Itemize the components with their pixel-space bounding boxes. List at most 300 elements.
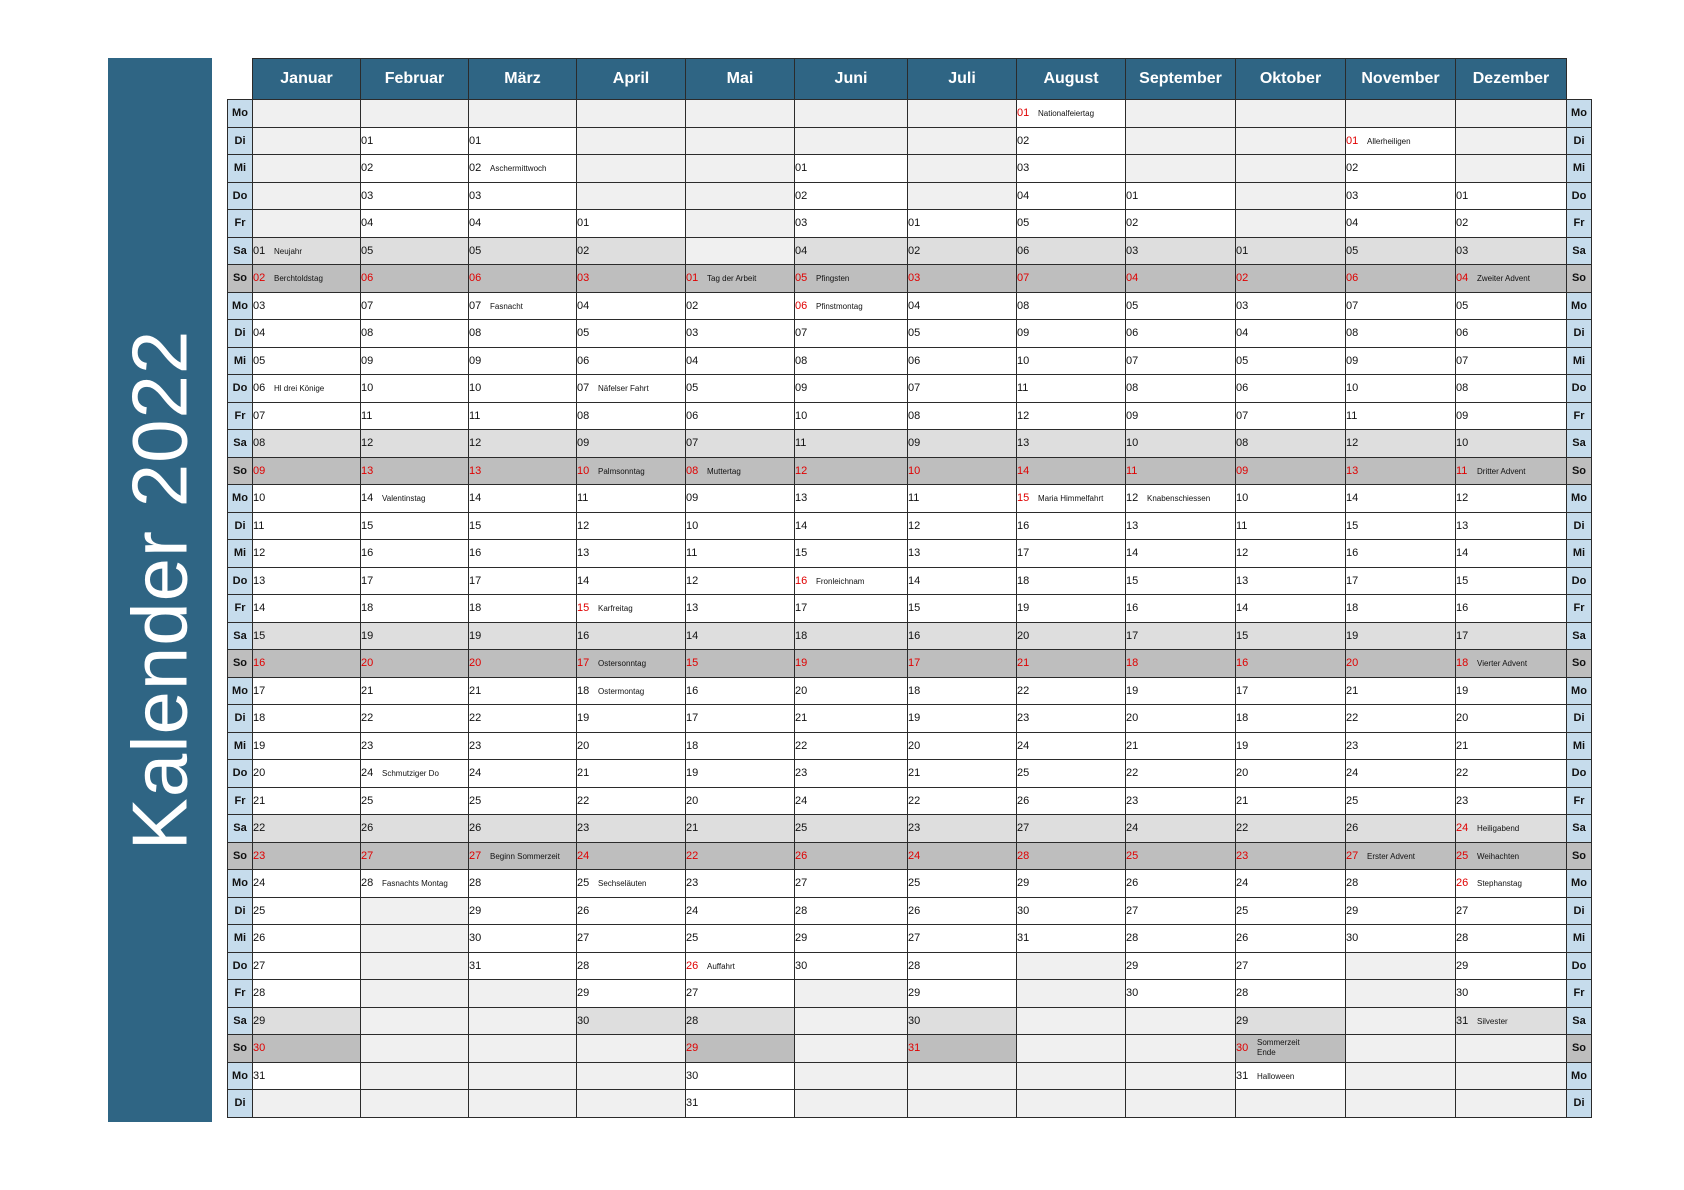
day-number: 13 — [469, 464, 482, 477]
day-cell — [1017, 540, 1126, 568]
day-cell — [1017, 512, 1126, 540]
day-cell — [686, 897, 795, 925]
holiday-label: Maria Himmelfahrt — [1038, 494, 1104, 504]
day-cell — [1346, 155, 1456, 183]
day-cell — [795, 650, 908, 678]
day-cell — [361, 375, 469, 403]
day-number: 01 — [469, 134, 482, 147]
day-number: 27 — [1236, 959, 1249, 972]
day-cell — [1017, 127, 1126, 155]
day-cell — [1456, 897, 1567, 925]
day-number: 17 — [361, 574, 374, 587]
day-number: 11 — [1346, 409, 1358, 422]
weekday-label-left: Fr — [228, 595, 253, 623]
day-cell — [577, 512, 686, 540]
holiday-label: Tag der Arbeit — [707, 274, 757, 284]
day-number: 15 — [361, 519, 374, 532]
day-number: 21 — [1346, 684, 1359, 697]
day-cell — [1017, 622, 1126, 650]
day-number: 11 — [908, 492, 920, 505]
empty-cell — [1346, 952, 1456, 980]
calendar-title: Kalender 2022 — [115, 329, 204, 851]
day-number: 03 — [577, 272, 590, 285]
day-cell — [577, 980, 686, 1008]
day-cell — [253, 457, 361, 485]
day-cell — [1346, 540, 1456, 568]
day-cell — [1456, 182, 1567, 210]
day-number: 31 — [253, 1069, 266, 1082]
weekday-label-right: Mo — [1567, 485, 1592, 513]
day-number: 17 — [1236, 684, 1249, 697]
day-cell — [1456, 292, 1567, 320]
day-number: 29 — [1346, 904, 1359, 917]
empty-cell — [1126, 127, 1236, 155]
day-number: 06 — [469, 272, 482, 285]
weekday-label-left: Do — [228, 952, 253, 980]
day-cell — [577, 265, 686, 293]
day-cell — [253, 650, 361, 678]
day-number: 03 — [795, 217, 808, 230]
day-number: 15 — [686, 657, 699, 670]
empty-cell — [908, 182, 1017, 210]
day-cell — [686, 347, 795, 375]
day-number: 20 — [361, 657, 374, 670]
day-cell — [577, 375, 686, 403]
day-cell — [795, 375, 908, 403]
weekday-row — [228, 842, 1592, 870]
weekday-row — [228, 320, 1592, 348]
empty-cell — [1236, 1090, 1346, 1118]
day-cell — [469, 430, 577, 458]
day-cell — [469, 842, 577, 870]
day-cell — [1126, 457, 1236, 485]
day-cell — [1456, 402, 1567, 430]
day-cell — [1017, 925, 1126, 953]
day-number: 24 — [795, 794, 808, 807]
day-cell — [795, 732, 908, 760]
day-cell — [686, 760, 795, 788]
day-number: 01 — [795, 162, 808, 175]
day-cell — [1346, 292, 1456, 320]
day-number: 19 — [908, 712, 921, 725]
day-cell — [686, 1035, 795, 1063]
day-number: 27 — [795, 877, 808, 890]
day-number: 13 — [908, 547, 921, 560]
day-number: 23 — [1126, 794, 1139, 807]
holiday-label: Auffahrt — [707, 961, 735, 971]
weekday-row — [228, 787, 1592, 815]
weekday-label-left: Fr — [228, 787, 253, 815]
day-cell — [1017, 842, 1126, 870]
weekday-label-right: Mi — [1567, 732, 1592, 760]
weekday-label-right: Do — [1567, 760, 1592, 788]
holiday-label: Karfreitag — [598, 604, 633, 614]
holiday-label: Silvester — [1477, 1016, 1508, 1026]
empty-cell — [795, 1062, 908, 1090]
empty-cell — [253, 1090, 361, 1118]
day-cell — [361, 540, 469, 568]
day-number: 23 — [908, 822, 921, 835]
month-header: März — [469, 59, 577, 100]
day-cell — [908, 1035, 1017, 1063]
weekday-label-left: Fr — [228, 210, 253, 238]
day-cell — [686, 732, 795, 760]
day-number: 09 — [253, 464, 266, 477]
day-number: 01 — [1346, 134, 1359, 147]
day-cell — [1126, 430, 1236, 458]
day-number: 19 — [1017, 602, 1030, 615]
empty-cell — [361, 952, 469, 980]
day-cell — [1126, 952, 1236, 980]
day-cell — [1236, 842, 1346, 870]
day-number: 31 — [1236, 1069, 1249, 1082]
day-cell — [795, 760, 908, 788]
day-cell — [1456, 1007, 1567, 1035]
day-number: 23 — [469, 739, 482, 752]
day-number: 04 — [577, 299, 590, 312]
day-cell — [1456, 650, 1567, 678]
weekday-label-right: Fr — [1567, 595, 1592, 623]
day-number: 19 — [361, 629, 374, 642]
day-cell — [577, 870, 686, 898]
weekday-label-left: So — [228, 650, 253, 678]
day-cell — [361, 650, 469, 678]
day-number: 21 — [1236, 794, 1249, 807]
day-number: 12 — [361, 437, 374, 450]
day-number: 09 — [795, 382, 808, 395]
day-cell — [908, 787, 1017, 815]
weekday-label-right: Di — [1567, 127, 1592, 155]
day-cell — [908, 237, 1017, 265]
day-cell — [577, 237, 686, 265]
day-cell — [686, 512, 795, 540]
day-cell — [1456, 705, 1567, 733]
weekday-label-right: Mo — [1567, 292, 1592, 320]
day-number: 30 — [577, 1014, 590, 1027]
day-number: 19 — [1346, 629, 1359, 642]
day-number: 13 — [361, 464, 374, 477]
weekday-label-left: Sa — [228, 622, 253, 650]
month-header: Juni — [795, 59, 908, 100]
holiday-label: Erster Advent — [1367, 851, 1416, 861]
day-cell — [1017, 595, 1126, 623]
day-cell — [795, 457, 908, 485]
day-cell — [908, 622, 1017, 650]
day-number: 14 — [1126, 547, 1139, 560]
day-number: 06 — [1126, 327, 1139, 340]
weekday-label-left: Mo — [228, 485, 253, 513]
day-number: 06 — [686, 409, 699, 422]
weekday-label-left: Fr — [228, 980, 253, 1008]
weekday-label-left: Di — [228, 1090, 253, 1118]
weekday-label-left: Di — [228, 320, 253, 348]
year-calendar-table — [227, 58, 1592, 1118]
day-cell — [908, 210, 1017, 238]
day-number: 06 — [361, 272, 374, 285]
day-number: 20 — [686, 794, 699, 807]
empty-cell — [1017, 1090, 1126, 1118]
day-cell — [1236, 677, 1346, 705]
day-number: 15 — [1017, 492, 1030, 505]
month-header: November — [1346, 59, 1456, 100]
day-cell — [469, 732, 577, 760]
holiday-label: Pfingsten — [816, 274, 850, 284]
day-cell — [1346, 430, 1456, 458]
day-cell — [908, 760, 1017, 788]
day-cell — [1346, 677, 1456, 705]
weekday-row — [228, 650, 1592, 678]
empty-cell — [908, 1062, 1017, 1090]
holiday-label: Palmsonntag — [598, 466, 645, 476]
weekday-label-right: Mi — [1567, 925, 1592, 953]
day-cell — [1346, 925, 1456, 953]
day-number: 23 — [686, 877, 699, 890]
day-number: 22 — [577, 794, 590, 807]
day-cell — [1456, 567, 1567, 595]
day-number: 10 — [795, 409, 808, 422]
day-number: 15 — [1456, 574, 1469, 587]
day-number: 25 — [361, 794, 374, 807]
day-number: 24 — [1017, 739, 1030, 752]
day-number: 24 — [1346, 767, 1359, 780]
holiday-label: Heiligabend — [1477, 824, 1520, 834]
day-cell — [1456, 870, 1567, 898]
day-number: 17 — [1456, 629, 1469, 642]
empty-cell — [469, 1062, 577, 1090]
day-cell — [795, 402, 908, 430]
day-cell — [1236, 980, 1346, 1008]
day-number: 05 — [469, 244, 482, 257]
day-number: 19 — [577, 712, 590, 725]
day-number: 06 — [908, 354, 921, 367]
day-number: 22 — [686, 849, 699, 862]
day-number: 31 — [686, 1097, 699, 1110]
day-cell — [1346, 842, 1456, 870]
day-cell — [1126, 210, 1236, 238]
day-cell — [1017, 567, 1126, 595]
day-number: 13 — [577, 547, 590, 560]
day-cell — [1456, 622, 1567, 650]
day-number: 26 — [1456, 877, 1469, 890]
day-number: 17 — [577, 657, 590, 670]
day-cell — [795, 430, 908, 458]
weekday-row — [228, 155, 1592, 183]
day-cell — [795, 595, 908, 623]
day-number: 25 — [795, 822, 808, 835]
day-cell — [1126, 870, 1236, 898]
day-cell — [1456, 595, 1567, 623]
day-cell — [1126, 650, 1236, 678]
weekday-row — [228, 265, 1592, 293]
day-cell — [1126, 485, 1236, 513]
day-cell — [686, 952, 795, 980]
holiday-label: Zweiter Advent — [1477, 274, 1530, 284]
day-number: 29 — [908, 987, 921, 1000]
empty-cell — [795, 1035, 908, 1063]
day-cell — [1456, 540, 1567, 568]
day-cell — [1017, 182, 1126, 210]
month-header: Dezember — [1456, 59, 1567, 100]
weekday-row — [228, 430, 1592, 458]
day-number: 08 — [361, 327, 374, 340]
day-cell — [1456, 815, 1567, 843]
empty-cell — [686, 237, 795, 265]
day-number: 26 — [1346, 822, 1359, 835]
day-number: 22 — [908, 794, 921, 807]
day-number: 23 — [1456, 794, 1469, 807]
empty-cell — [1456, 155, 1567, 183]
day-number: 08 — [1017, 299, 1030, 312]
day-number: 07 — [1456, 354, 1469, 367]
day-cell — [469, 210, 577, 238]
holiday-label: Knabenschiessen — [1147, 494, 1211, 504]
day-cell — [469, 375, 577, 403]
day-number: 21 — [795, 712, 808, 725]
weekday-row — [228, 100, 1592, 128]
day-number: 14 — [577, 574, 590, 587]
day-number: 24 — [686, 904, 699, 917]
day-number: 15 — [1126, 574, 1139, 587]
day-cell — [686, 705, 795, 733]
day-number: 26 — [1126, 877, 1139, 890]
weekday-label-right: Fr — [1567, 210, 1592, 238]
day-number: 12 — [1126, 492, 1139, 505]
day-number: 22 — [1456, 767, 1469, 780]
day-cell — [795, 567, 908, 595]
day-cell — [361, 760, 469, 788]
day-number: 23 — [1346, 739, 1359, 752]
day-cell — [1346, 402, 1456, 430]
day-number: 26 — [1017, 794, 1030, 807]
day-number: 17 — [1126, 629, 1139, 642]
day-number: 08 — [1456, 382, 1469, 395]
day-cell — [577, 430, 686, 458]
day-number: 11 — [253, 519, 265, 532]
day-cell — [1236, 292, 1346, 320]
day-number: 09 — [1456, 409, 1469, 422]
day-number: 08 — [1236, 437, 1249, 450]
day-cell — [908, 567, 1017, 595]
day-cell — [1017, 870, 1126, 898]
day-cell — [577, 732, 686, 760]
day-number: 25 — [686, 932, 699, 945]
day-number: 27 — [469, 849, 482, 862]
day-cell — [795, 870, 908, 898]
empty-cell — [1456, 1090, 1567, 1118]
weekday-label-left: Di — [228, 127, 253, 155]
day-number: 09 — [1017, 327, 1030, 340]
day-cell — [686, 1062, 795, 1090]
day-number: 10 — [469, 382, 482, 395]
day-number: 26 — [253, 932, 266, 945]
weekday-row — [228, 127, 1592, 155]
weekday-label-right: Do — [1567, 567, 1592, 595]
day-number: 21 — [253, 794, 266, 807]
day-number: 30 — [795, 959, 808, 972]
day-cell — [361, 842, 469, 870]
day-cell — [686, 980, 795, 1008]
day-number: 18 — [1017, 574, 1030, 587]
day-cell — [1017, 650, 1126, 678]
day-number: 14 — [253, 602, 266, 615]
day-number: 09 — [361, 354, 374, 367]
holiday-label: Stephanstag — [1477, 879, 1522, 889]
holiday-label: Ostermontag — [598, 686, 645, 696]
day-number: 05 — [1017, 217, 1030, 230]
empty-cell — [361, 1007, 469, 1035]
day-number: 02 — [1236, 272, 1249, 285]
day-cell — [1126, 402, 1236, 430]
weekday-label-right: Mo — [1567, 100, 1592, 128]
day-cell — [253, 677, 361, 705]
day-cell — [577, 897, 686, 925]
day-cell — [1126, 705, 1236, 733]
day-cell — [1346, 650, 1456, 678]
empty-cell — [1456, 1062, 1567, 1090]
weekday-label-right: Do — [1567, 182, 1592, 210]
day-cell — [577, 210, 686, 238]
day-number: 04 — [1346, 217, 1359, 230]
weekday-label-right: Mi — [1567, 540, 1592, 568]
weekday-label-right: Do — [1567, 375, 1592, 403]
day-number: 21 — [361, 684, 374, 697]
day-number: 10 — [1346, 382, 1359, 395]
weekday-label-left: Mo — [228, 1062, 253, 1090]
empty-cell — [1346, 100, 1456, 128]
holiday-label: Berchtoldstag — [274, 274, 323, 284]
day-number: 16 — [1346, 547, 1359, 560]
day-number: 02 — [795, 189, 808, 202]
day-cell — [1017, 457, 1126, 485]
day-cell — [1126, 540, 1236, 568]
weekday-label-left: So — [228, 842, 253, 870]
day-number: 31 — [469, 959, 482, 972]
day-number: 02 — [686, 299, 699, 312]
day-number: 26 — [469, 822, 482, 835]
day-number: 13 — [253, 574, 266, 587]
day-cell — [253, 567, 361, 595]
holiday-label: Nationalfeiertag — [1038, 109, 1095, 119]
day-cell — [1236, 1007, 1346, 1035]
day-cell — [1126, 897, 1236, 925]
weekday-label-right: Mi — [1567, 347, 1592, 375]
weekday-label-right: Di — [1567, 320, 1592, 348]
day-cell — [361, 457, 469, 485]
day-cell — [795, 292, 908, 320]
day-cell — [361, 705, 469, 733]
day-cell — [795, 897, 908, 925]
day-cell — [253, 347, 361, 375]
day-number: 04 — [908, 299, 921, 312]
day-cell — [469, 347, 577, 375]
day-cell — [686, 1007, 795, 1035]
day-number: 19 — [1456, 684, 1469, 697]
day-cell — [1346, 375, 1456, 403]
day-number: 08 — [795, 354, 808, 367]
day-number: 28 — [686, 1014, 699, 1027]
day-cell — [361, 815, 469, 843]
day-cell — [1236, 787, 1346, 815]
day-cell — [908, 732, 1017, 760]
weekday-row — [228, 595, 1592, 623]
empty-cell — [1126, 1090, 1236, 1118]
weekday-label-left: Do — [228, 567, 253, 595]
day-number: 01 — [253, 244, 266, 257]
day-number: 09 — [1126, 409, 1139, 422]
day-number: 26 — [1236, 932, 1249, 945]
day-number: 13 — [795, 492, 808, 505]
day-cell — [686, 650, 795, 678]
